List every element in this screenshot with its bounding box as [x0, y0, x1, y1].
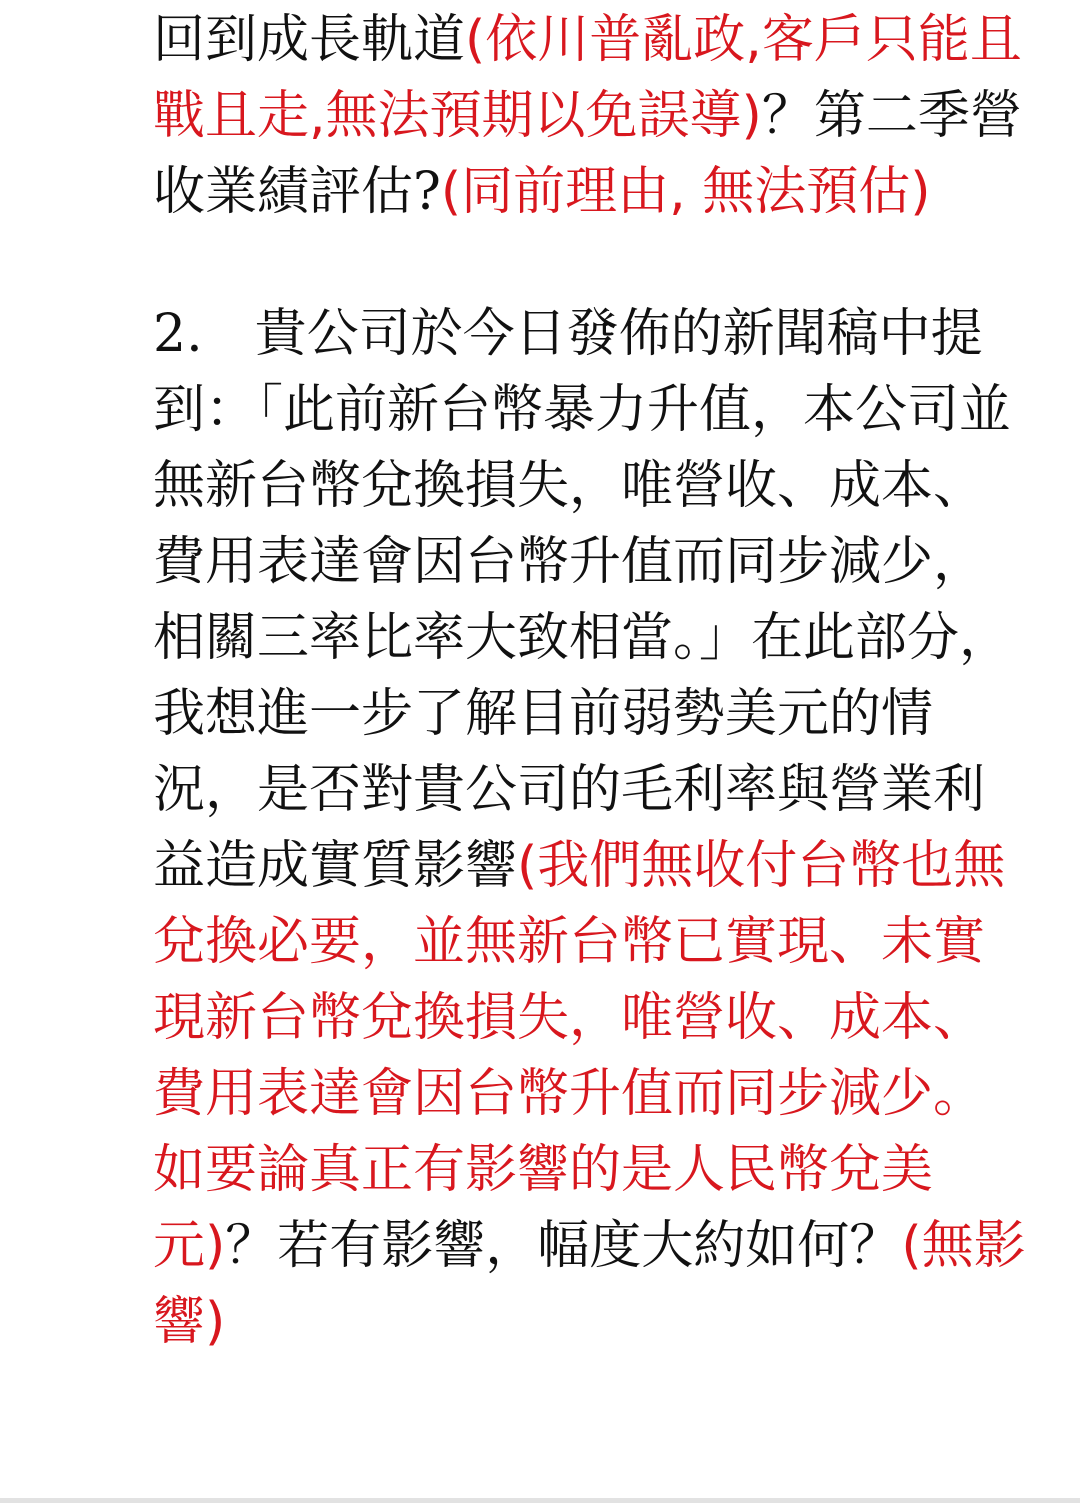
answer-annotation: (依川普亂政,客戶只能且戰且走,無法預期以免誤導)	[153, 10, 1022, 146]
question-text: ？若有影響，幅度大約如何？	[225, 1216, 902, 1276]
answer-annotation: (我們無收付台幣也無兌換必要，並無新台幣已實現、未實現新台幣兌換損失，唯營收、成本、費用表達會因台幣升值而同步減少。如要論真正有影響的是人民幣兌美元)	[153, 836, 1006, 1276]
paragraph-2	[153, 296, 1033, 1360]
bottom-divider	[0, 1498, 1080, 1503]
paragraph-1	[153, 0, 1033, 230]
answer-annotation: (無影響)	[153, 1216, 1026, 1352]
document-page	[153, 0, 1033, 1360]
answer-annotation: (同前理由, 無法預估)	[440, 162, 931, 222]
question-text: 貴公司於今日發佈的新聞稿中提到：「此前新台幣暴力升值，本公司並無新台幣兌換損失，唯營收、成本、費用表達會因台幣升值而同步減少，相關三率比率大致相當。」在此部分，我想進一步了解目前弱勢美元的情況，是否對貴公司的毛利率與營業利益造成實質影響	[153, 304, 1012, 896]
question-text: 回到成長軌道	[153, 10, 466, 70]
paragraph-number: 2.	[153, 304, 203, 364]
question-text: ？第二季營收業績評估?	[153, 86, 1022, 222]
